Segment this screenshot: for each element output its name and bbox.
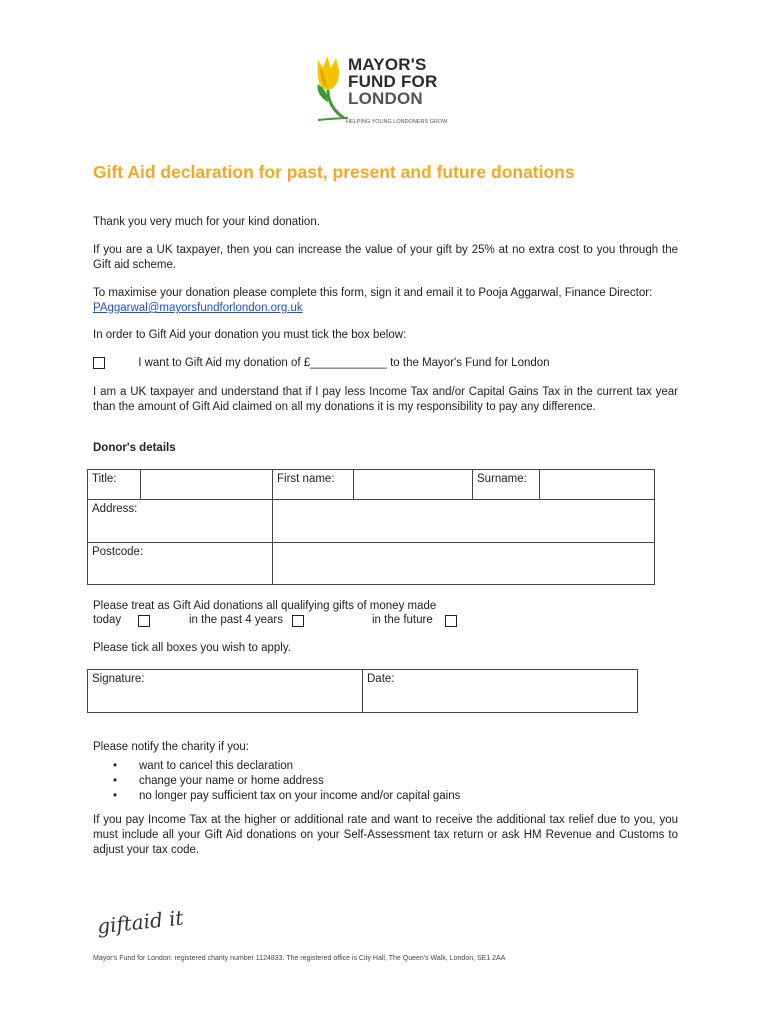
declaration-paragraph: I am a UK taxpayer and understand that if I pay less Income Tax and/or Capital Gains Tax in the current tax year than the amount of Gift Aid claimed on all my donations it is my responsibility to pay any difference. xyxy=(93,386,678,413)
list-item: • want to cancel this declaration xyxy=(113,759,460,774)
donor-details-heading: Donor's details xyxy=(93,442,176,454)
postcode-field[interactable] xyxy=(273,543,655,585)
option-today-label: today xyxy=(93,614,122,626)
past-4-years-checkbox[interactable] xyxy=(292,615,304,627)
future-checkbox[interactable] xyxy=(445,615,457,627)
first-name-label: First name: xyxy=(273,470,354,500)
maximise-text: To maximise your donation please complete this form, sign it and email it to Pooja Aggarwal, Finance Director: xyxy=(93,287,653,299)
footer-text: Mayor's Fund for London: registered charity number 1124833. The registered office is City Hall, The Queen's Walk, London, SE1 2AA xyxy=(93,955,506,962)
thanks-paragraph: Thank you very much for your kind donation. xyxy=(93,216,320,228)
logo-line-1: MAYOR'S xyxy=(348,55,427,74)
tick-all-paragraph: Please tick all boxes you wish to apply. xyxy=(93,642,291,654)
gift-aid-label: I want to Gift Aid my donation of £____________ to the Mayor's Fund for London xyxy=(138,357,550,370)
higher-rate-paragraph: If you pay Income Tax at the higher or additional rate and want to receive the additional tax relief due to you, you must include all your Gift Aid donations on your Self-Assessment tax return or ask HM Revenue and Customs to adjust your tax code. xyxy=(93,814,678,856)
date-field[interactable] xyxy=(363,670,638,713)
page-title: Gift Aid declaration for past, present and future donations xyxy=(93,162,575,182)
treat-paragraph: Please treat as Gift Aid donations all qualifying gifts of money made xyxy=(93,600,437,612)
tulip-icon xyxy=(314,54,348,124)
postcode-label: Postcode: xyxy=(88,543,273,585)
donor-details-table xyxy=(87,469,655,585)
surname-label: Surname: xyxy=(473,470,540,500)
list-item: • no longer pay sufficient tax on your income and/or capital gains xyxy=(113,789,460,804)
mayors-fund-logo xyxy=(314,54,454,128)
logo-line-3: LONDON xyxy=(348,89,423,108)
taxpayer-paragraph: If you are a UK taxpayer, then you can increase the value of your gift by 25% at no extra cost to you through the Gift aid scheme. xyxy=(93,244,678,271)
title-field[interactable] xyxy=(141,470,273,500)
gift-aid-checkbox[interactable] xyxy=(93,357,105,369)
order-paragraph: In order to Gift Aid your donation you must tick the box below: xyxy=(93,329,407,341)
notify-intro: Please notify the charity if you: xyxy=(93,741,249,753)
first-name-field[interactable] xyxy=(354,470,473,500)
address-label: Address: xyxy=(88,500,273,543)
date-label: Date: xyxy=(367,673,395,685)
option-past-label: in the past 4 years xyxy=(189,614,283,626)
address-field[interactable] xyxy=(273,500,655,543)
list-item: • change your name or home address xyxy=(113,774,460,789)
giftaid-it-logo: giftaid it xyxy=(95,905,185,939)
title-label: Title: xyxy=(88,470,141,500)
notify-list xyxy=(113,759,460,804)
logo-tagline: HELPING YOUNG LONDONERS GROW xyxy=(346,119,448,125)
option-future-label: in the future xyxy=(372,614,433,626)
surname-field[interactable] xyxy=(540,470,655,500)
gift-aid-checkbox-row xyxy=(93,357,550,369)
logo-line-2: FUND FOR xyxy=(348,72,438,91)
signature-label: Signature: xyxy=(92,673,145,685)
logo-wordmark xyxy=(348,56,437,107)
today-checkbox[interactable] xyxy=(138,615,150,627)
signature-table xyxy=(87,669,638,713)
maximise-paragraph xyxy=(93,286,678,316)
period-options xyxy=(93,613,433,628)
email-link[interactable]: PAggarwal@mayorsfundforlondon.org.uk xyxy=(93,302,303,314)
signature-field[interactable] xyxy=(88,670,363,713)
